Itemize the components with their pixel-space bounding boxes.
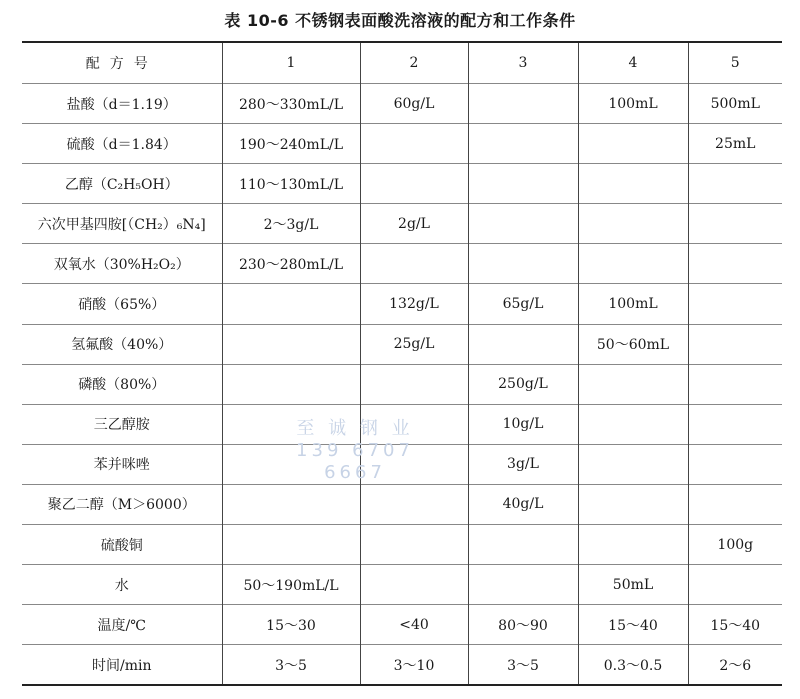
table-cell — [360, 124, 468, 164]
table-cell — [578, 124, 688, 164]
row-label: 聚乙二醇（M＞6000） — [22, 484, 222, 524]
table-cell — [688, 244, 782, 284]
watermark — [270, 418, 440, 484]
table-cell: 132g/L — [360, 284, 468, 324]
row-label: 温度/℃ — [22, 605, 222, 645]
formula-table — [22, 41, 782, 686]
table-cell — [468, 525, 578, 565]
table-cell — [360, 364, 468, 404]
table-row — [22, 244, 782, 284]
row-label: 苯并咪唑 — [22, 444, 222, 484]
table-cell — [222, 324, 360, 364]
table-row — [22, 284, 782, 324]
table-cell: 65g/L — [468, 284, 578, 324]
table-cell — [360, 244, 468, 284]
table-row — [22, 204, 782, 244]
table-cell — [688, 164, 782, 204]
table-cell — [578, 204, 688, 244]
table-cell — [468, 84, 578, 124]
table-cell — [688, 284, 782, 324]
table-cell — [578, 244, 688, 284]
table-cell: 3g/L — [468, 444, 578, 484]
table-cell — [360, 484, 468, 524]
row-label: 水 — [22, 565, 222, 605]
table-row — [22, 124, 782, 164]
table-cell: 60g/L — [360, 84, 468, 124]
table-cell — [360, 164, 468, 204]
header-col: 4 — [578, 42, 688, 84]
table-cell — [468, 124, 578, 164]
row-label: 乙醇（C₂H₅OH） — [22, 164, 222, 204]
row-label: 硫酸铜 — [22, 525, 222, 565]
row-label: 盐酸（d＝1.19） — [22, 84, 222, 124]
table-cell — [360, 565, 468, 605]
table-row — [22, 84, 782, 124]
row-label: 三乙醇胺 — [22, 404, 222, 444]
table-cell: 50～60mL — [578, 324, 688, 364]
header-label: 配方号 — [22, 42, 222, 84]
table-cell — [578, 404, 688, 444]
table-cell: 100mL — [578, 284, 688, 324]
table-row — [22, 324, 782, 364]
table-cell — [688, 484, 782, 524]
table-cell: 25mL — [688, 124, 782, 164]
table-cell — [360, 525, 468, 565]
table-row — [22, 364, 782, 404]
row-label: 时间/min — [22, 645, 222, 686]
row-label: 双氧水（30%H₂O₂） — [22, 244, 222, 284]
table-cell: 190～240mL/L — [222, 124, 360, 164]
table-row — [22, 605, 782, 645]
table-cell — [578, 525, 688, 565]
table-row — [22, 645, 782, 686]
table-cell — [688, 565, 782, 605]
table-cell: 40g/L — [468, 484, 578, 524]
table-cell — [468, 164, 578, 204]
table-cell: 15～40 — [578, 605, 688, 645]
table-cell — [688, 404, 782, 444]
row-label: 磷酸（80%） — [22, 364, 222, 404]
table-cell: 2g/L — [360, 204, 468, 244]
table-cell — [688, 364, 782, 404]
table-cell — [578, 364, 688, 404]
table-cell: 110～130mL/L — [222, 164, 360, 204]
table-cell — [468, 324, 578, 364]
table-cell — [222, 525, 360, 565]
header-col: 3 — [468, 42, 578, 84]
table-cell — [222, 284, 360, 324]
table-row — [22, 565, 782, 605]
table-cell: 100mL — [578, 84, 688, 124]
table-cell: 3～10 — [360, 645, 468, 686]
table-cell: 500mL — [688, 84, 782, 124]
table-title: 表 10-6 不锈钢表面酸洗溶液的配方和工作条件 — [224, 11, 576, 30]
table-cell — [222, 484, 360, 524]
table-cell: 3～5 — [222, 645, 360, 686]
table-cell — [468, 244, 578, 284]
table-cell: 50mL — [578, 565, 688, 605]
table-cell: 100g — [688, 525, 782, 565]
table-cell: 25g/L — [360, 324, 468, 364]
table-row — [22, 525, 782, 565]
table-row — [22, 164, 782, 204]
table-cell: 2～6 — [688, 645, 782, 686]
row-label: 六次甲基四胺[（CH₂）₆N₄] — [22, 204, 222, 244]
row-label: 硝酸（65%） — [22, 284, 222, 324]
table-cell — [578, 484, 688, 524]
watermark-line2: 139 6707 6667 — [296, 440, 414, 483]
header-col: 1 — [222, 42, 360, 84]
table-cell — [688, 204, 782, 244]
table-cell: 3～5 — [468, 645, 578, 686]
header-row — [22, 42, 782, 84]
watermark-line1: 至 诚 钢 业 — [296, 418, 414, 439]
table-cell: 280～330mL/L — [222, 84, 360, 124]
row-label: 硫酸（d＝1.84） — [22, 124, 222, 164]
table-cell: 80～90 — [468, 605, 578, 645]
table-cell: 50～190mL/L — [222, 565, 360, 605]
table-cell — [222, 364, 360, 404]
table-cell: 15～30 — [222, 605, 360, 645]
table-cell: 2～3g/L — [222, 204, 360, 244]
table-cell — [578, 164, 688, 204]
table-cell — [468, 204, 578, 244]
table-cell — [578, 444, 688, 484]
table-cell: 15～40 — [688, 605, 782, 645]
table-cell: 230～280mL/L — [222, 244, 360, 284]
header-col: 2 — [360, 42, 468, 84]
table-cell: 250g/L — [468, 364, 578, 404]
table-cell: <40 — [360, 605, 468, 645]
header-col: 5 — [688, 42, 782, 84]
row-label: 氢氟酸（40%） — [22, 324, 222, 364]
table-cell: 10g/L — [468, 404, 578, 444]
table-row — [22, 484, 782, 524]
table-cell — [688, 444, 782, 484]
table-cell — [688, 324, 782, 364]
table-cell: 0.3～0.5 — [578, 645, 688, 686]
table-cell — [468, 565, 578, 605]
